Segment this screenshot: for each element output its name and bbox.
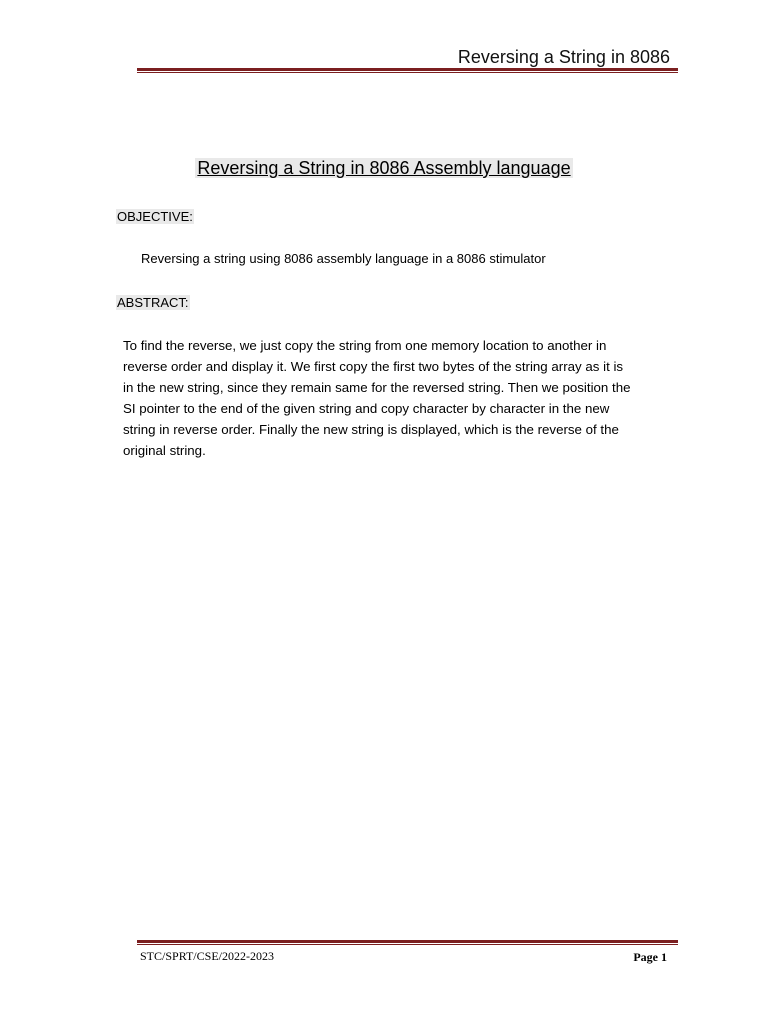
objective-label: OBJECTIVE: bbox=[117, 209, 193, 224]
footer-rule bbox=[137, 940, 678, 945]
abstract-line: in the new string, since they remain same for the reversed string. Then we position the bbox=[123, 380, 631, 395]
footer-rule-thin bbox=[137, 944, 678, 945]
footer-course-code: STC/SPRT/CSE/2022-2023 bbox=[140, 949, 274, 963]
footer-rule-thick bbox=[137, 940, 678, 943]
header-title: Reversing a String in 8086 bbox=[457, 47, 670, 67]
header-rule-thin bbox=[137, 72, 678, 73]
document-title: Reversing a String in 8086 Assembly language bbox=[197, 158, 571, 178]
abstract-line: original string. bbox=[123, 443, 206, 458]
header-rule bbox=[137, 68, 678, 73]
document-title-wrapper bbox=[0, 158, 768, 179]
abstract-text bbox=[123, 335, 723, 461]
objective-text: Reversing a string using 8086 assembly language in a 8086 stimulator bbox=[141, 251, 546, 266]
abstract-line: reverse order and display it. We first copy the first two bytes of the string array as it is bbox=[123, 359, 624, 374]
abstract-line: To find the reverse, we just copy the string from one memory location to another in bbox=[123, 338, 607, 353]
abstract-label: ABSTRACT: bbox=[117, 295, 189, 310]
page-number: Page 1 bbox=[633, 950, 667, 964]
header-rule-thick bbox=[137, 68, 678, 71]
abstract-line: string in reverse order. Finally the new string is displayed, which is the reverse of the bbox=[123, 422, 619, 437]
abstract-line: SI pointer to the end of the given string and copy character by character in the new bbox=[123, 401, 610, 416]
